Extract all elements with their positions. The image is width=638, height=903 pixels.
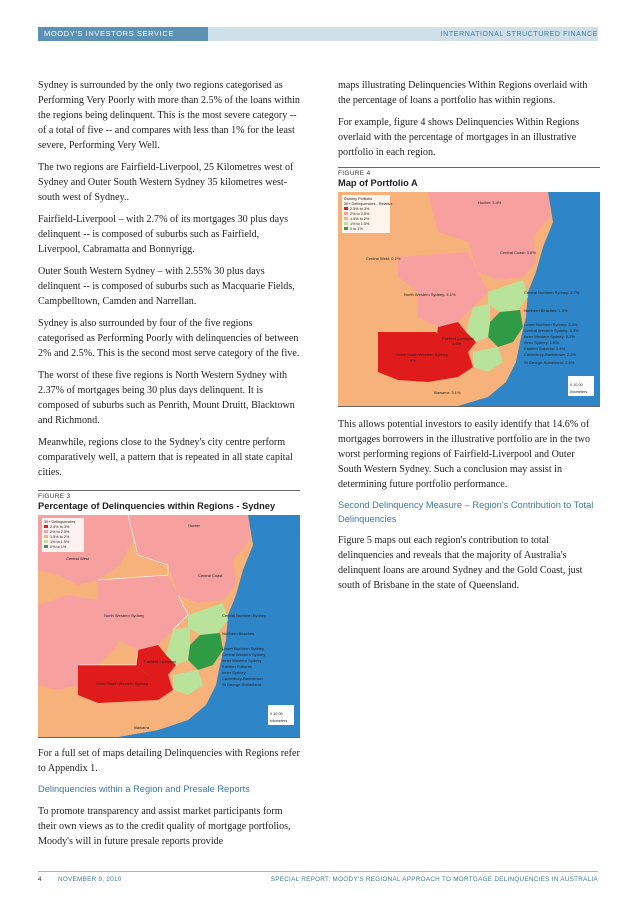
left-column — [38, 78, 300, 856]
figure-3-map — [38, 515, 300, 737]
region-label: Central Northern Sydney: 2.7% — [524, 290, 580, 295]
right-column — [338, 78, 600, 600]
footer-title: SPECIAL REPORT: MOODY'S REGIONAL APPROACH TO MORTGAGE DELINQUENCIES IN AUSTRALIA — [270, 876, 598, 883]
brand-logo: MOODY'S INVESTORS SERVICE — [38, 27, 208, 41]
paragraph: The two regions are Fairfield-Liverpool, 25 Kilometres west of Sydney and Outer South Western Sydney 35 kilometres west-south west of Sydney.. — [38, 162, 294, 203]
region-label: Hunter — [188, 523, 201, 528]
region-label: Central Western Sydney: 3.3% — [524, 328, 579, 333]
legend-item: 0 to 1% — [350, 227, 363, 231]
page-number: 4 — [38, 876, 42, 883]
footer-date: NOVEMBER 9, 2010 — [58, 876, 122, 883]
figure-3-rule — [38, 737, 300, 738]
scale-unit: kilometers — [270, 719, 288, 723]
paragraph: maps illustrating Delinquencies Within Regions overlaid with the percentage of loans a portfolio has within regions. — [338, 80, 588, 106]
paragraph: The worst of these five regions is North Western Sydney with 2.37% of mortgages being 30 plus days delinquent. It is composed of suburbs such as Penrith, Mount Druitt, Blacktown and Richmond. — [38, 370, 295, 426]
region-label: Illawarra — [134, 725, 150, 730]
region-label: Inner Western Sydney — [222, 658, 262, 663]
region-label: Fairfield-Liverpool — [442, 336, 474, 341]
region-label: Central Western Sydney — [222, 652, 266, 657]
page-footer — [38, 871, 598, 883]
legend-title: 30+ Delinquencies — [44, 520, 76, 524]
legend-item: 1.5% to 2% — [50, 535, 70, 539]
subheading-presale: Delinquencies within a Region and Presale Reports — [38, 784, 250, 794]
region-label: Lower Northern Sydney: 3.4% — [524, 322, 578, 327]
figure-4-map — [338, 192, 600, 406]
region-label: Fairfield-Liverpool — [144, 659, 176, 664]
scale-label: 0 10,00 — [570, 383, 583, 387]
paragraph: Fairfield-Liverpool – with 2.7% of its mortgages 30 plus days delinquent -- is composed of suburbs such as Fairfield, Liverpool, Cabramatta and Bonnyrigg. — [38, 214, 289, 255]
legend-item: 1% to 1.5% — [50, 540, 70, 544]
region-label: Canterbury-Bankstown — [222, 676, 263, 681]
legend-title: Dummy Portfolio — [344, 197, 373, 201]
legend-item: 2% to 2.5% — [50, 530, 70, 534]
region-label: Central Coast — [198, 573, 223, 578]
region-label: North Western Sydney: 4.1% — [404, 292, 456, 297]
region-label: Central Coast: 3.8% — [500, 250, 536, 255]
region-label: Canterbury-Bankstown: 2.2% — [524, 352, 577, 357]
paragraph: Sydney is surrounded by the only two regions categorised as Performing Very Poorly with more than 2.5% of the loans within the regions being delinquent. This is the most severe category -- of a total of five -- and compares with less than 1% for the least severe, Performing Very Well. — [38, 80, 300, 151]
region-label: Inner Sydney — [222, 670, 246, 675]
scale-label: 0 10,00 — [270, 712, 283, 716]
region-label: Central West: 0.2% — [366, 256, 401, 261]
legend-item: 1% to 1.5% — [350, 222, 370, 226]
region-label: Central West — [66, 556, 90, 561]
legend-item: 2.5% to 3% — [350, 207, 370, 211]
region-label: Inner Sydney: 1.6% — [524, 340, 559, 345]
paragraph: To promote transparency and assist market participants form their own views as to the credit quality of mortgage portfolios, Moody's will in future presale reports provide — [38, 805, 291, 847]
region-label: Eastern Suburbs: 0.4% — [524, 346, 566, 351]
region-label: Northern Beaches: 1.3% — [524, 308, 568, 313]
paragraph: For example, figure 4 shows Delinquencies Within Regions overlaid with the percentage of mortgages in an illustrative portfolio in each region. — [338, 117, 580, 158]
paragraph: Meanwhile, regions close to the Sydney's city centre perform comparatively well, a pattern that is repeated in all state capital cities. — [38, 437, 293, 478]
legend-item: 2.5% to 3% — [50, 525, 70, 529]
figure-3-label: FIGURE 3 — [38, 490, 300, 500]
legend-item: 2% to 2.5% — [350, 212, 370, 216]
region-value: 9% — [410, 358, 416, 363]
paragraph: For a full set of maps detailing Delinquencies with Regions refer to Appendix 1. — [38, 748, 300, 774]
section-title: INTERNATIONAL STRUCTURED FINANCE — [440, 31, 598, 38]
legend-item: 0% to 1% — [50, 545, 67, 549]
region-label: Illawarra: 3.1% — [434, 390, 461, 395]
scale-unit: kilometers — [570, 390, 588, 394]
paragraph: Sydney is also surrounded by four of the five regions categorised as Performing Poorly with delinquencies of between 2% and 2.5%. This is the second most serve category of the five. — [38, 318, 300, 359]
paragraph: This allows potential investors to easily identify that 14.6% of mortgages borrowers in the illustrative portfolio are in the two worst performing regions of Fairfield-Liverpool and Outer South Western Sydney. Such a conclusion may assist in determining future portfolio performance. — [338, 419, 590, 490]
subheading-second-measure: Second Delinquency Measure – Region's Contribution to Total Delinquencies — [338, 500, 594, 524]
region-label: Outer South Western Sydney — [396, 352, 448, 357]
legend-subtitle: 30+ Delinquencies - Relative — [344, 202, 393, 206]
region-label: Inner Western Sydney: 0.3% — [524, 334, 575, 339]
figure-4-rule — [338, 406, 600, 407]
region-label: North Western Sydney — [104, 613, 145, 618]
figure-3-title: Percentage of Delinquencies within Regions - Sydney — [38, 501, 276, 511]
region-value: 4.6% — [452, 341, 462, 346]
legend-item: 1.5% to 2% — [350, 217, 370, 221]
region-label: Outer South Western Sydney — [96, 681, 148, 686]
region-label: Central Northern Sydney — [222, 613, 267, 618]
region-label: Hunter: 3.4% — [478, 200, 502, 205]
paragraph: Outer South Western Sydney – with 2.55% 30 plus days delinquent -- is composed of suburbs such as Macquarie Fields, Campbelltown, Camden and Narrellan. — [38, 266, 295, 307]
region-label: Eastern Suburbs — [222, 664, 252, 669]
figure-4-title: Map of Portfolio A — [338, 178, 418, 188]
paragraph: Figure 5 maps out each region's contribution to total delinquencies and reveals that the majority of Australia's delinquent loans are around Sydney and the Gold Coast, just south of Brisbane in the state of Queensland. — [338, 535, 583, 591]
region-label: St George-Sutherland — [222, 682, 261, 687]
region-label: Lower Northern Sydney — [222, 646, 265, 651]
region-label: Northern Beaches — [222, 631, 255, 636]
region-label: St George-Sutherland: 2.8% — [524, 360, 575, 365]
figure-4-label: FIGURE 4 — [338, 167, 600, 177]
